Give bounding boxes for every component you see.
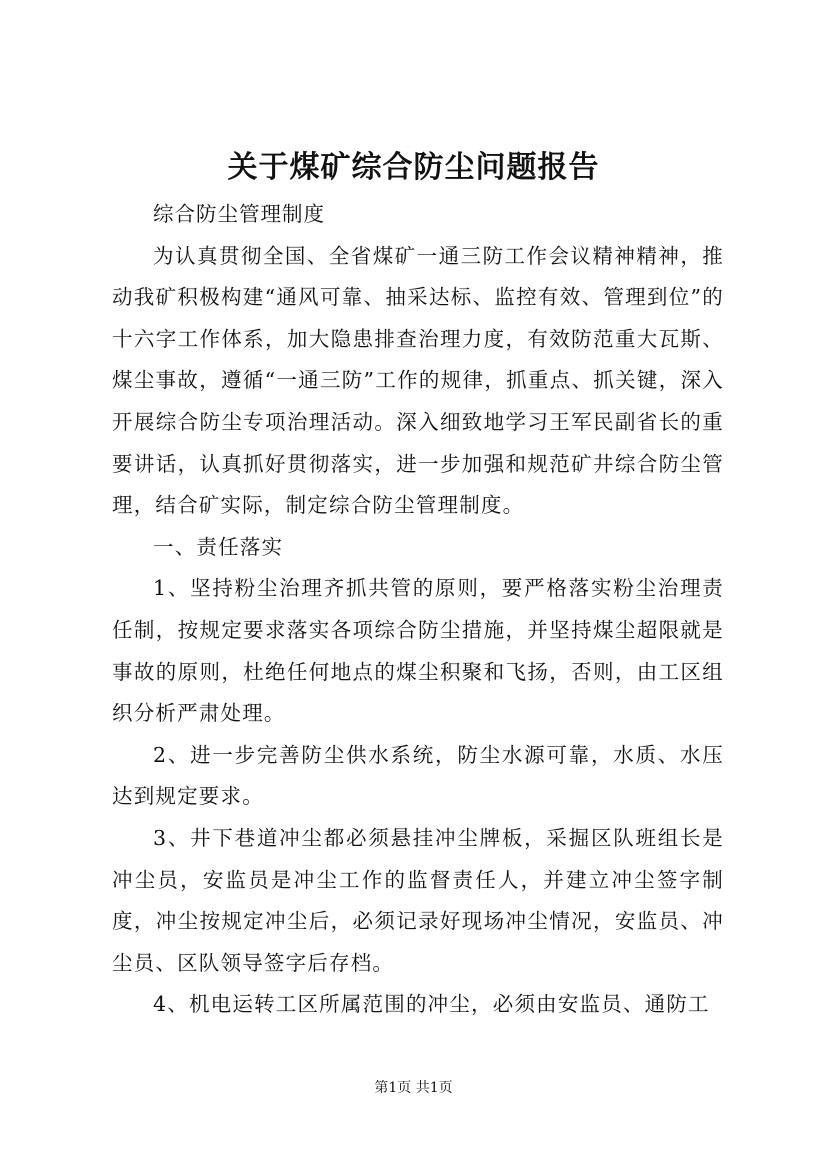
page-number-label: 第1页 共1页 (374, 1080, 453, 1096)
page-footer (0, 1078, 827, 1098)
paragraph-item-4: 4、机电运转工区所属范围的冲尘，必须由安监员、通防工 (153, 992, 710, 1017)
document-title: 关于煤矿综合防尘问题报告 (227, 150, 600, 185)
paragraph-item-3: 3、井下巷道冲尘都必须悬挂冲尘牌板，采掘区队班组长是冲尘员，安监员是冲尘工作的监督责任人，并建立冲尘签字制度，冲尘按规定冲尘后，必须记录好现场冲尘情况，安监员、冲尘员、区队领导签字后存档。 (112, 825, 724, 975)
paragraph-item-1: 1、坚持粉尘治理齐抓共管的原则，要严格落实粉尘治理责任制，按规定要求落实各项综合防尘措施，并坚持煤尘超限就是事故的原则，杜绝任何地点的煤尘积聚和飞扬，否则，由工区组织分析严肃处理。 (112, 576, 724, 726)
paragraph-intro: 为认真贯彻全国、全省煤矿一通三防工作会议精神精神，推动我矿积极构建“通风可靠、抽采达标、监控有效、管理到位”的十六字工作体系，加大隐患排查治理力度，有效防范重大瓦斯、煤尘事故，遵循“一通三防”工作的规律，抓重点、抓关键，深入开展综合防尘专项治理活动。深入细致地学习王军民副省长的重要讲话，认真抓好贯彻落实，进一步加强和规范矿井综合防尘管理，结合矿实际，制定综合防尘管理制度。 (112, 243, 724, 518)
section-subtitle: 综合防尘管理制度 (153, 202, 325, 226)
paragraph-item-2: 2、进一步完善防尘供水系统，防尘水源可靠，水质、水压达到规定要求。 (112, 742, 724, 809)
document-body (112, 194, 724, 1026)
section-heading-responsibility: 一、责任落实 (153, 534, 284, 559)
